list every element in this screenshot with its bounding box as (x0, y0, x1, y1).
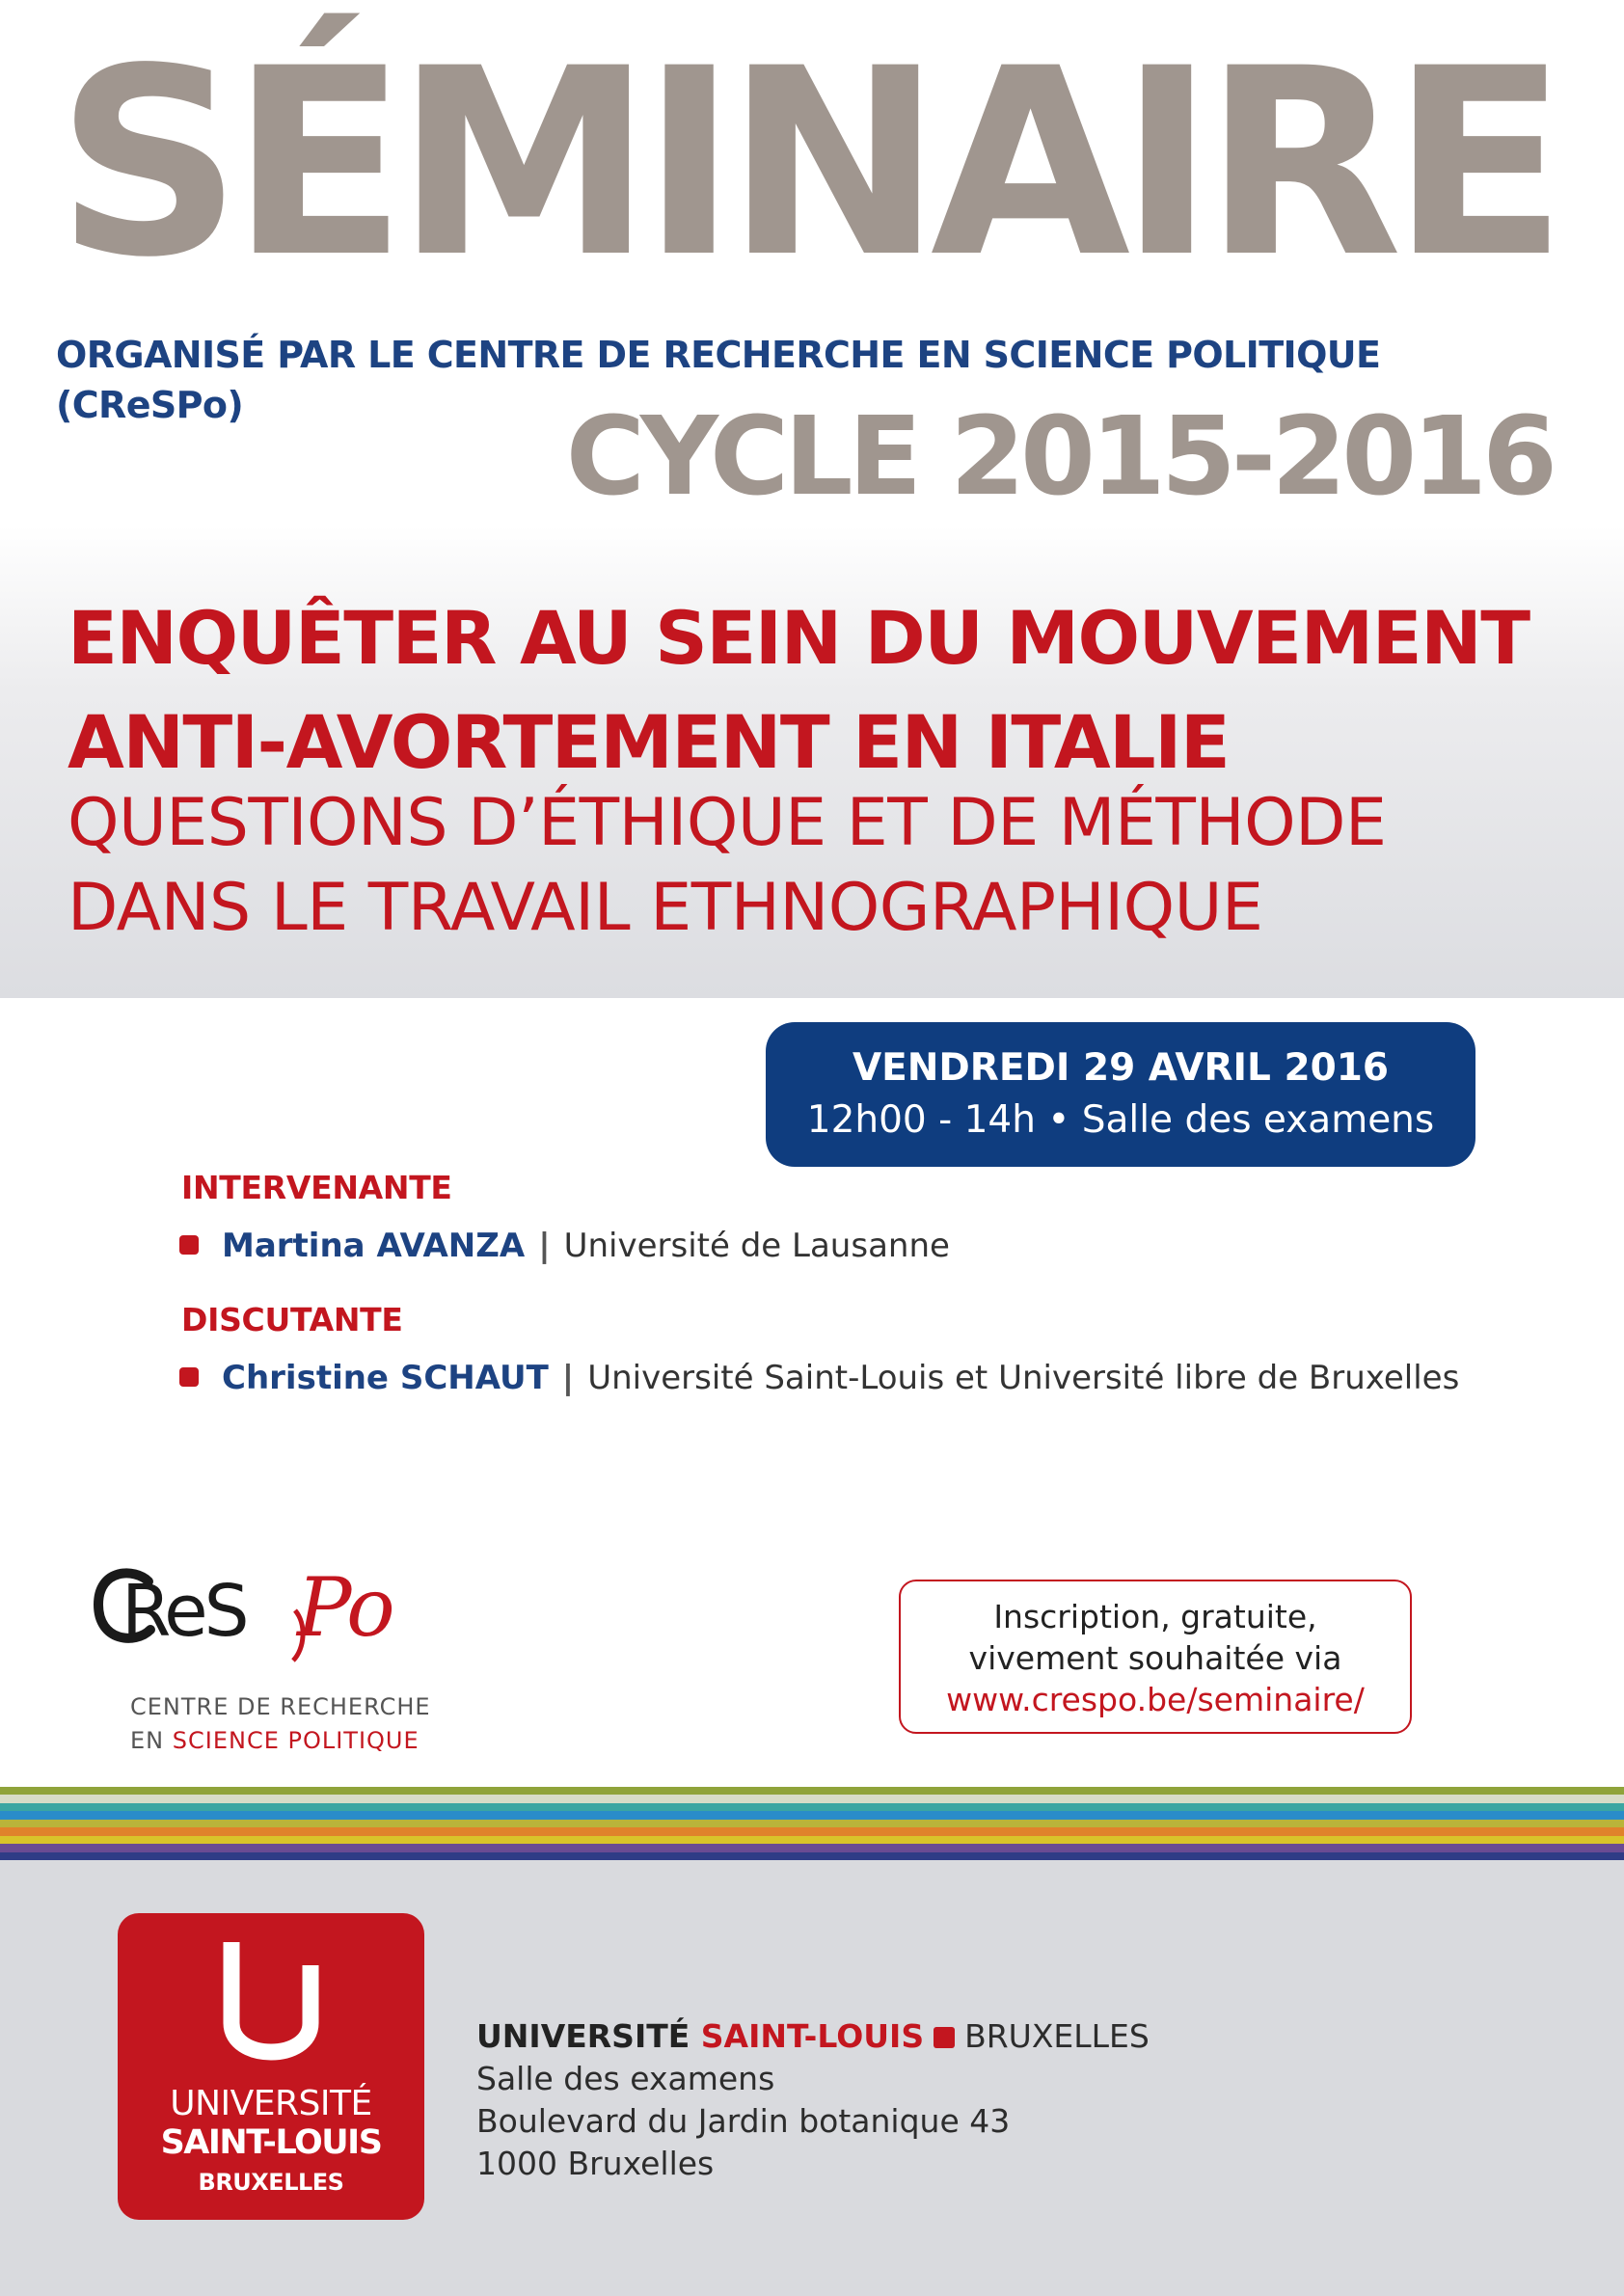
address-university: UNIVERSITÉ (476, 2017, 701, 2055)
university-logo (118, 1913, 424, 2220)
separator: | (561, 1359, 575, 1397)
color-stripe (0, 1852, 1624, 1860)
talk-subtitle (68, 781, 1610, 951)
color-stripe (0, 1811, 1624, 1819)
color-stripe (0, 1844, 1624, 1851)
seminar-heading: SÉMINAIRE (56, 14, 1556, 314)
address-city-heading: BRUXELLES (964, 2017, 1150, 2055)
address-street: Boulevard du Jardin botanique 43 (476, 2102, 1011, 2140)
address-room: Salle des examens (476, 2060, 775, 2097)
date-box (766, 1022, 1475, 1167)
discussant-affiliation: Université Saint-Louis et Université libre de Bruxelles (587, 1359, 1460, 1397)
registration-box (899, 1580, 1412, 1734)
talk-title (68, 586, 1610, 795)
crespo-caption-red: SCIENCE POLITIQUE (172, 1727, 420, 1754)
discussant-row (179, 1359, 1459, 1397)
color-stripe (0, 1795, 1624, 1802)
cycle-heading: CYCLE 2015-2016 (565, 394, 1553, 520)
bullet-icon (179, 1367, 199, 1387)
color-stripes (0, 1787, 1624, 1860)
event-date: VENDREDI 29 AVRIL 2016 (852, 1046, 1390, 1090)
address-postal: 1000 Bruxelles (476, 2145, 715, 2182)
bullet-icon (179, 1235, 199, 1255)
speaker-role-label: INTERVENANTE (181, 1169, 452, 1206)
color-stripe (0, 1787, 1624, 1795)
talk-title-line2: ANTI-AVORTEMENT EN ITALIE (68, 699, 1230, 785)
square-bullet-icon (934, 2027, 955, 2048)
crespo-caption-line1: CENTRE DE RECHERCHE (130, 1693, 431, 1720)
talk-title-line1: ENQUÊTER AU SEIN DU MOUVEMENT (68, 595, 1529, 681)
address-block (476, 2015, 1150, 2185)
university-logo-line2: SAINT-LOUIS (160, 2123, 382, 2162)
svg-text:ReS: ReS (122, 1570, 246, 1653)
svg-text:Po: Po (297, 1560, 393, 1655)
crespo-logo (93, 1547, 478, 1672)
registration-line1: Inscription, gratuite, (993, 1598, 1317, 1635)
university-logo-line3: BRUXELLES (198, 2169, 344, 2196)
color-stripe (0, 1803, 1624, 1811)
organizer-line: ORGANISÉ PAR LE CENTRE DE RECHERCHE EN SCIENCE POLITIQUE (CReSPo) (56, 334, 1381, 426)
speaker-affiliation: Université de Lausanne (563, 1227, 950, 1265)
color-stripe (0, 1836, 1624, 1844)
color-stripe (0, 1820, 1624, 1827)
talk-subtitle-line2: DANS LE TRAVAIL ETHNOGRAPHIQUE (68, 870, 1263, 946)
discussant-name: Christine SCHAUT (222, 1359, 549, 1397)
speaker-row (179, 1227, 950, 1265)
university-logo-line1: UNIVERSITÉ (170, 2084, 372, 2123)
discussant-role-label: DISCUTANTE (181, 1301, 403, 1338)
separator: | (538, 1227, 551, 1265)
event-time-place: 12h00 - 14h • Salle des examens (806, 1098, 1435, 1142)
university-u-icon (210, 1938, 332, 2073)
talk-subtitle-line1: QUESTIONS D’ÉTHIQUE ET DE MÉTHODE (68, 785, 1387, 861)
address-heading (476, 2015, 1150, 2058)
color-stripe (0, 1827, 1624, 1835)
crespo-caption-line2 (130, 1727, 420, 1754)
speaker-name: Martina AVANZA (222, 1227, 526, 1265)
address-saint-louis: SAINT-LOUIS (700, 2017, 925, 2055)
crespo-caption-prefix: EN (130, 1727, 173, 1754)
registration-link[interactable]: www.crespo.be/seminaire/ (946, 1681, 1365, 1718)
registration-line2: vivement souhaitée via (968, 1639, 1342, 1677)
